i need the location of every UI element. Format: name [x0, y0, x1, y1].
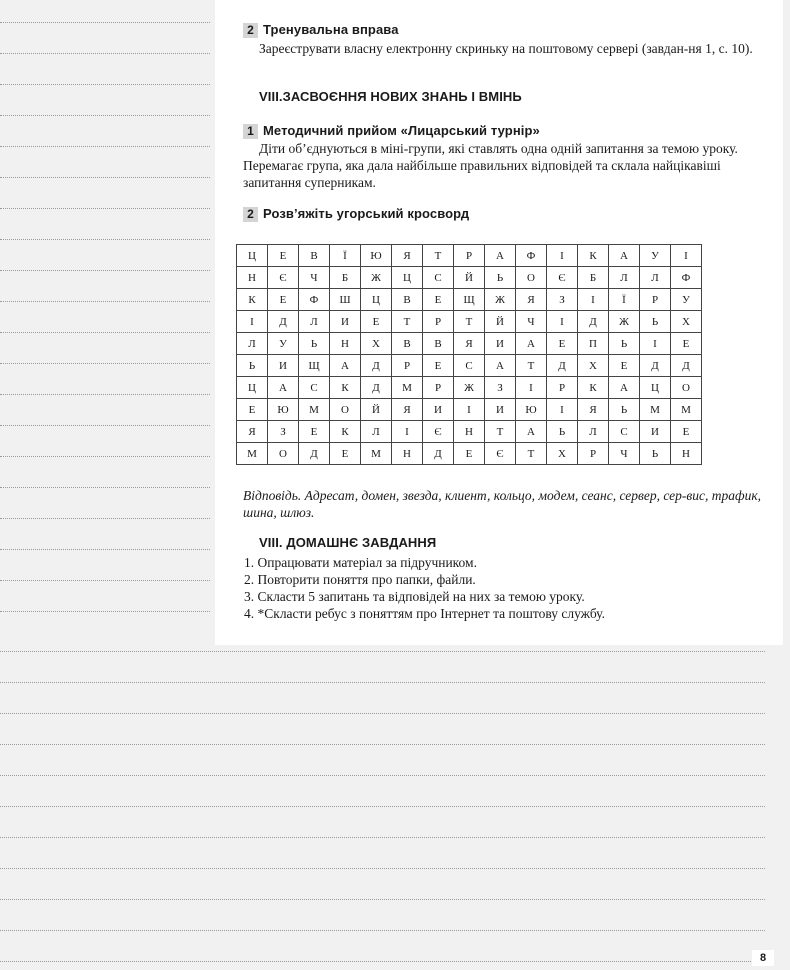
grid-cell: Л — [361, 421, 392, 443]
homework-item: 4. *Скласти ребус з поняттям про Інтернет та поштову службу. — [244, 606, 605, 621]
grid-cell: Я — [578, 399, 609, 421]
grid-cell: К — [330, 377, 361, 399]
grid-cell: І — [454, 399, 485, 421]
grid-cell: І — [237, 311, 268, 333]
grid-cell: М — [361, 443, 392, 465]
grid-cell: С — [609, 421, 640, 443]
grid-cell: Б — [578, 267, 609, 289]
grid-cell: Ь — [547, 421, 578, 443]
homework-title: VIII. ДОМАШНЄ ЗАВДАННЯ — [259, 535, 437, 550]
grid-cell: Є — [268, 267, 299, 289]
grid-cell: Р — [547, 377, 578, 399]
grid-cell: Ч — [609, 443, 640, 465]
ruled-line — [0, 961, 765, 962]
grid-cell: Ь — [609, 333, 640, 355]
grid-cell: Я — [454, 333, 485, 355]
grid-cell: Х — [361, 333, 392, 355]
ruled-line — [0, 549, 210, 550]
grid-row — [237, 333, 702, 355]
grid-cell: М — [671, 399, 702, 421]
grid-cell: Я — [392, 245, 423, 267]
grid-cell: Н — [454, 421, 485, 443]
ruled-line — [0, 301, 210, 302]
grid-cell: Е — [609, 355, 640, 377]
grid-cell: Ц — [237, 245, 268, 267]
grid-cell: Ч — [299, 267, 330, 289]
grid-cell: Д — [640, 355, 671, 377]
grid-cell: Т — [392, 311, 423, 333]
grid-cell: Ч — [516, 311, 547, 333]
grid-cell: Ж — [454, 377, 485, 399]
exercise-title: Тренувальна вправа — [263, 22, 399, 37]
grid-cell: В — [392, 333, 423, 355]
page-number: 8 — [752, 950, 774, 966]
ruled-line — [0, 868, 765, 869]
grid-cell: Е — [268, 245, 299, 267]
ruled-line — [0, 394, 210, 395]
grid-cell: К — [578, 245, 609, 267]
grid-cell: Ї — [330, 245, 361, 267]
grid-cell: О — [671, 377, 702, 399]
grid-cell: И — [268, 355, 299, 377]
tournament-heading — [243, 123, 540, 139]
grid-cell: М — [237, 443, 268, 465]
grid-cell: Е — [671, 421, 702, 443]
grid-cell: М — [392, 377, 423, 399]
crossword-heading — [243, 206, 469, 222]
grid-cell: Н — [392, 443, 423, 465]
grid-cell: Л — [237, 333, 268, 355]
grid-cell: Т — [454, 311, 485, 333]
grid-cell: Т — [485, 421, 516, 443]
grid-cell: Й — [454, 267, 485, 289]
grid-cell: І — [547, 399, 578, 421]
answer-label: Відповідь. — [243, 488, 302, 503]
grid-cell: Е — [237, 399, 268, 421]
grid-cell: А — [609, 245, 640, 267]
grid-cell: Е — [671, 333, 702, 355]
answer-block — [243, 487, 768, 521]
grid-cell: Х — [547, 443, 578, 465]
grid-cell: Л — [578, 421, 609, 443]
grid-cell: Х — [578, 355, 609, 377]
homework-item: 2. Повторити поняття про папки, файли. — [244, 572, 476, 587]
grid-cell: В — [423, 333, 454, 355]
grid-cell: Ф — [299, 289, 330, 311]
grid-cell: Т — [423, 245, 454, 267]
grid-cell: З — [268, 421, 299, 443]
grid-cell: Ї — [609, 289, 640, 311]
grid-cell: А — [609, 377, 640, 399]
grid-cell: Я — [392, 399, 423, 421]
grid-cell: В — [299, 245, 330, 267]
grid-cell: Ь — [609, 399, 640, 421]
grid-cell: Д — [268, 311, 299, 333]
grid-cell: Д — [671, 355, 702, 377]
section-viii-title: VIII.ЗАСВОЄННЯ НОВИХ ЗНАНЬ І ВМІНЬ — [259, 89, 522, 104]
grid-cell: Е — [299, 421, 330, 443]
ruled-line — [0, 177, 210, 178]
grid-cell: Д — [361, 355, 392, 377]
grid-row — [237, 399, 702, 421]
ruled-line — [0, 806, 765, 807]
grid-cell: К — [578, 377, 609, 399]
grid-cell: Р — [423, 311, 454, 333]
ruled-line — [0, 146, 210, 147]
ruled-line — [0, 22, 210, 23]
grid-cell: Ф — [516, 245, 547, 267]
ruled-line — [0, 84, 210, 85]
grid-row — [237, 421, 702, 443]
tournament-number: 1 — [243, 124, 258, 139]
grid-cell: Ш — [330, 289, 361, 311]
grid-cell: И — [640, 421, 671, 443]
grid-cell: К — [330, 421, 361, 443]
grid-cell: Ю — [268, 399, 299, 421]
grid-cell: Ь — [485, 267, 516, 289]
grid-cell: Ж — [361, 267, 392, 289]
grid-cell: Д — [547, 355, 578, 377]
grid-cell: О — [516, 267, 547, 289]
grid-cell: Х — [671, 311, 702, 333]
grid-cell: Ц — [392, 267, 423, 289]
ruled-line — [0, 651, 765, 652]
grid-cell: А — [485, 245, 516, 267]
grid-row — [237, 443, 702, 465]
grid-cell: А — [268, 377, 299, 399]
grid-cell: І — [516, 377, 547, 399]
crossword-grid — [236, 244, 702, 465]
grid-cell: Є — [423, 421, 454, 443]
grid-cell: І — [578, 289, 609, 311]
grid-cell: С — [423, 267, 454, 289]
grid-cell: У — [640, 245, 671, 267]
ruled-line — [0, 682, 765, 683]
exercise-heading — [243, 22, 399, 38]
grid-cell: К — [237, 289, 268, 311]
grid-cell: Є — [485, 443, 516, 465]
grid-cell: А — [516, 333, 547, 355]
grid-cell: Ц — [640, 377, 671, 399]
grid-cell: Є — [547, 267, 578, 289]
ruled-line — [0, 837, 765, 838]
grid-cell: С — [299, 377, 330, 399]
grid-cell: Ф — [671, 267, 702, 289]
ruled-line — [0, 270, 210, 271]
tournament-title: Методичний прийом «Лицарський турнір» — [263, 123, 540, 138]
grid-cell: Д — [361, 377, 392, 399]
grid-cell: М — [640, 399, 671, 421]
grid-cell: Ь — [640, 311, 671, 333]
grid-cell: Р — [578, 443, 609, 465]
grid-cell: Д — [578, 311, 609, 333]
grid-cell: Л — [640, 267, 671, 289]
grid-cell: Ь — [299, 333, 330, 355]
grid-cell: М — [299, 399, 330, 421]
exercise-text: Зареєструвати власну електронну скриньку на поштовому сервері (завдан-ня 1, с. 10). — [259, 41, 753, 56]
grid-cell: А — [485, 355, 516, 377]
homework-item: 1. Опрацювати матеріал за підручником. — [244, 555, 477, 570]
grid-cell: З — [485, 377, 516, 399]
ruled-line — [0, 239, 210, 240]
ruled-line — [0, 363, 210, 364]
grid-cell: Ю — [516, 399, 547, 421]
grid-cell: О — [330, 399, 361, 421]
ruled-line — [0, 744, 765, 745]
grid-cell: І — [640, 333, 671, 355]
grid-cell: Й — [485, 311, 516, 333]
grid-cell: Р — [392, 355, 423, 377]
grid-cell: И — [485, 399, 516, 421]
grid-cell: І — [547, 311, 578, 333]
exercise-number: 2 — [243, 23, 258, 38]
grid-cell: З — [547, 289, 578, 311]
grid-cell: Р — [423, 377, 454, 399]
ruled-line — [0, 580, 210, 581]
grid-cell: Е — [547, 333, 578, 355]
crossword-number: 2 — [243, 207, 258, 222]
ruled-line — [0, 115, 210, 116]
grid-cell: Н — [237, 267, 268, 289]
grid-row — [237, 289, 702, 311]
grid-cell: У — [268, 333, 299, 355]
ruled-line — [0, 930, 765, 931]
ruled-line — [0, 332, 210, 333]
grid-cell: Б — [330, 267, 361, 289]
homework-item: 3. Скласти 5 запитань та відповідей на них за темою уроку. — [244, 589, 585, 604]
grid-cell: Н — [671, 443, 702, 465]
grid-row — [237, 377, 702, 399]
ruled-line — [0, 487, 210, 488]
grid-cell: Ц — [237, 377, 268, 399]
grid-cell: І — [671, 245, 702, 267]
ruled-line — [0, 53, 210, 54]
grid-cell: А — [516, 421, 547, 443]
grid-cell: І — [547, 245, 578, 267]
grid-cell: Е — [361, 311, 392, 333]
grid-cell: Й — [361, 399, 392, 421]
grid-row — [237, 245, 702, 267]
grid-cell: Я — [237, 421, 268, 443]
grid-row — [237, 267, 702, 289]
grid-cell: Т — [516, 443, 547, 465]
ruled-line — [0, 713, 765, 714]
homework-list — [244, 554, 605, 622]
grid-cell: Л — [299, 311, 330, 333]
ruled-line — [0, 775, 765, 776]
grid-cell: Л — [609, 267, 640, 289]
grid-cell: О — [268, 443, 299, 465]
grid-cell: Е — [268, 289, 299, 311]
grid-cell: Д — [299, 443, 330, 465]
grid-cell: Ю — [361, 245, 392, 267]
tournament-text: Діти об’єднуються в міні-групи, які ставлять одна одній запитання за темою уроку. Перемагає група, яка дала найбільше правильних відповідей та склала найцікавіші запитання суперникам. — [243, 141, 738, 190]
ruled-line — [0, 208, 210, 209]
grid-cell: Т — [516, 355, 547, 377]
grid-cell: Ь — [640, 443, 671, 465]
grid-cell: Ж — [609, 311, 640, 333]
ruled-line — [0, 456, 210, 457]
grid-cell: Я — [516, 289, 547, 311]
ruled-line — [0, 899, 765, 900]
grid-cell: У — [671, 289, 702, 311]
grid-cell: Ь — [237, 355, 268, 377]
grid-cell: С — [454, 355, 485, 377]
grid-cell: А — [330, 355, 361, 377]
ruled-line — [0, 611, 210, 612]
grid-cell: Р — [454, 245, 485, 267]
grid-cell: І — [392, 421, 423, 443]
grid-cell: Н — [330, 333, 361, 355]
answer-text: Адресат, домен, звезда, клиент, кольцо, модем, сеанс, сервер, сер-вис, трафик, шина, шлюз. — [243, 488, 762, 520]
grid-cell: В — [392, 289, 423, 311]
crossword-title: Розв’яжіть угорський кросворд — [263, 206, 470, 221]
grid-cell: И — [330, 311, 361, 333]
grid-cell: И — [485, 333, 516, 355]
grid-cell: Ж — [485, 289, 516, 311]
grid-cell: Д — [423, 443, 454, 465]
grid-cell: Е — [330, 443, 361, 465]
grid-cell: Е — [423, 289, 454, 311]
grid-cell: Р — [640, 289, 671, 311]
grid-cell: И — [423, 399, 454, 421]
grid-cell: Щ — [454, 289, 485, 311]
ruled-line — [0, 518, 210, 519]
grid-row — [237, 311, 702, 333]
grid-cell: Щ — [299, 355, 330, 377]
grid-cell: Е — [454, 443, 485, 465]
ruled-line — [0, 425, 210, 426]
grid-cell: Е — [423, 355, 454, 377]
grid-row — [237, 355, 702, 377]
grid-cell: Ц — [361, 289, 392, 311]
grid-cell: П — [578, 333, 609, 355]
